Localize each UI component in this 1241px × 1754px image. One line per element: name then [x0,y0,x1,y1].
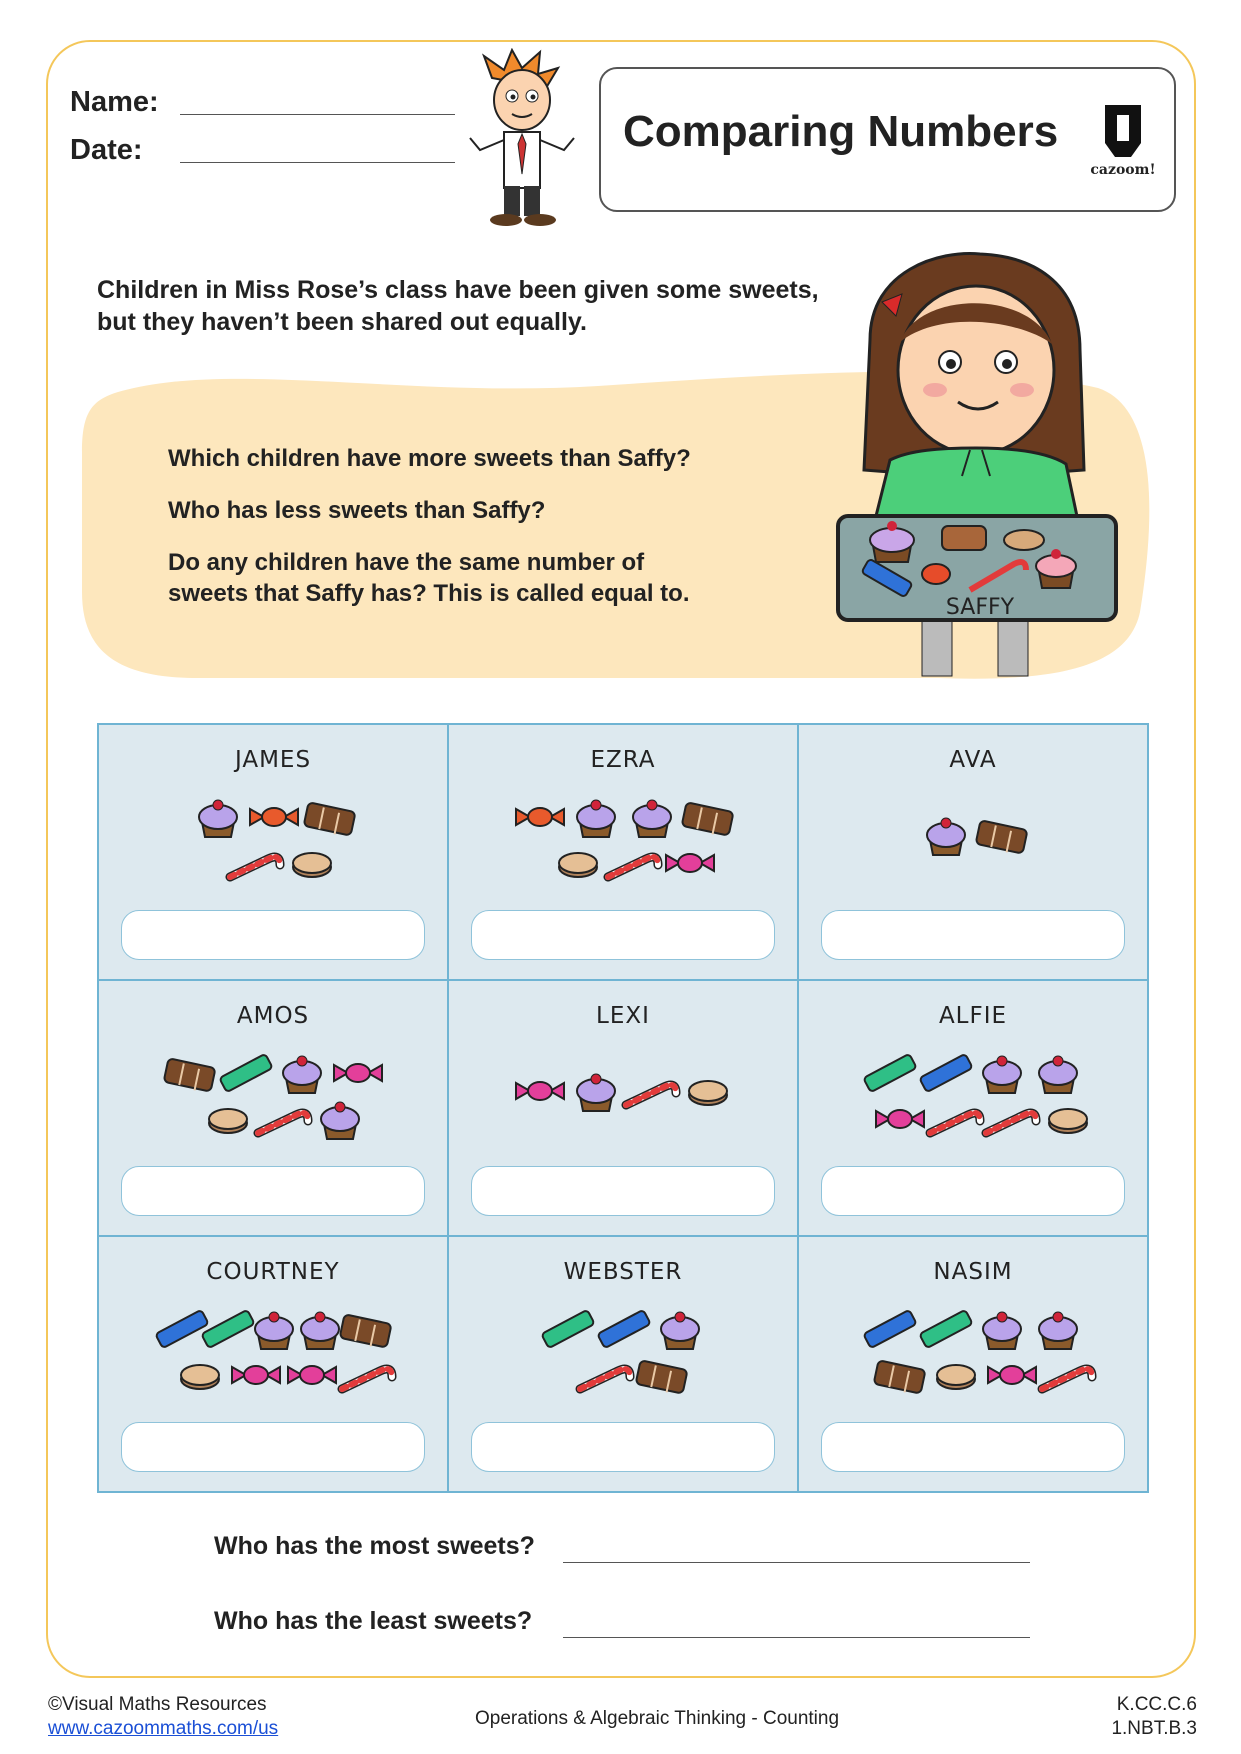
candy-cane-icon [342,1369,392,1389]
child-name: LEXI [596,1003,650,1029]
answer-box[interactable] [121,1166,425,1216]
wrapped-green-icon [219,1054,272,1093]
child-cell-nasim [797,1235,1149,1493]
biscuit-icon [1049,1109,1087,1133]
child-name: AMOS [236,1003,310,1029]
saffy-illustration [830,250,1130,680]
name-label: Name: [70,86,159,118]
sweets-group [139,1041,409,1151]
cupcake-icon [283,1056,321,1093]
saffy-name: SAFFY [945,595,1015,620]
chocolate-icon [682,802,734,835]
candy-cane-icon [230,857,280,877]
wrapped-green-icon [863,1054,916,1093]
biscuit-icon [689,1081,727,1105]
most-sweets-answer-line[interactable] [563,1562,1030,1563]
biscuit-icon [559,853,597,877]
footer-code-2: 1.NBT.B.3 [1111,1718,1197,1739]
child-cell-lexi [447,979,799,1237]
most-sweets-question: Who has the most sweets? [214,1532,535,1560]
intro-line-2: but they haven’t been shared out equally. [97,308,587,336]
sweets-group [139,785,409,895]
child-name: ALFIE [938,1003,1008,1029]
question-less: Who has less sweets than Saffy? [168,497,546,524]
cupcake-icon [661,1312,699,1349]
footer-link-wrap [48,1718,278,1740]
candy-cane-icon [930,1113,980,1133]
child-name: AVA [949,747,997,773]
child-name: EZRA [590,747,656,773]
candy-cane-icon [258,1113,308,1133]
child-name: COURTNEY [206,1259,340,1285]
children-grid [97,723,1147,1493]
wrapped-blue-icon [597,1310,650,1349]
wrapped-pink-icon [876,1110,924,1128]
logo-text: cazoom! [1090,162,1156,178]
child-cell-webster [447,1235,799,1493]
footer-copyright: ©Visual Maths Resources [48,1694,267,1715]
footer-url-link[interactable]: www.cazoommaths.com/us [48,1718,279,1739]
candy-cane-icon [580,1369,630,1389]
title-box [599,67,1176,212]
candy-cane-icon [608,857,658,877]
least-sweets-answer-line[interactable] [563,1637,1030,1638]
cupcake-icon [1039,1056,1077,1093]
date-line[interactable] [180,162,455,163]
chocolate-icon [304,802,356,835]
question-equal-line-1: Do any children have the same number of [168,549,645,576]
wrapped-pink-icon [334,1064,382,1082]
sweets-group [839,1041,1109,1151]
child-name: JAMES [234,747,312,773]
footer-topic: Operations & Algebraic Thinking - Counting [475,1708,840,1729]
biscuit-icon [181,1365,219,1389]
answer-box[interactable] [471,910,775,960]
wrapped-red-icon [250,808,298,826]
cupcake-icon [1039,1312,1077,1349]
child-name: WEBSTER [563,1259,683,1285]
answer-box[interactable] [471,1422,775,1472]
biscuit-icon [293,853,331,877]
child-cell-ava [797,723,1149,981]
question-equal [168,547,689,609]
sweets-group [139,1297,409,1407]
sweets-group [839,785,1109,895]
sweets-group [839,1297,1109,1407]
wrapped-pink-icon [288,1366,336,1384]
page-title: Comparing Numbers [623,107,1059,156]
wrapped-green-icon [201,1310,254,1349]
answer-box[interactable] [121,910,425,960]
intro-line-1: Children in Miss Rose’s class have been given some sweets, [97,276,819,304]
wrapped-pink-icon [232,1366,280,1384]
least-sweets-question: Who has the least sweets? [214,1607,533,1635]
child-cell-james [97,723,449,981]
biscuit-icon [209,1109,247,1133]
child-cell-alfie [797,979,1149,1237]
chocolate-icon [340,1314,392,1347]
footer-code-1: K.CC.C.6 [1116,1694,1197,1715]
question-more: Which children have more sweets than Saffy? [168,445,691,472]
wrapped-green-icon [541,1310,594,1349]
child-name: NASIM [933,1259,1013,1285]
sweets-group [489,785,759,895]
cupcake-icon [577,1074,615,1111]
teacher-illustration [462,48,582,228]
answer-box[interactable] [471,1166,775,1216]
answer-box[interactable] [821,1422,1125,1472]
chocolate-icon [164,1058,216,1091]
cupcake-icon [983,1312,1021,1349]
child-cell-ezra [447,723,799,981]
chocolate-icon [636,1360,688,1393]
cupcake-icon [927,818,965,855]
wrapped-blue-icon [155,1310,208,1349]
cazoom-logo [1086,103,1160,179]
candy-cane-icon [1042,1369,1092,1389]
cupcake-icon [199,800,237,837]
question-equal-line-2: sweets that Saffy has? This is called equal to. [168,580,690,607]
intro-text [97,274,857,338]
sweets-group [489,1297,759,1407]
biscuit-icon [937,1365,975,1389]
sweets-group [489,1041,759,1151]
wrapped-pink-icon [516,1082,564,1100]
wrapped-blue-icon [863,1310,916,1349]
name-line[interactable] [180,114,455,115]
candy-cane-icon [986,1113,1036,1133]
cupcake-icon [255,1312,293,1349]
cupcake-icon [983,1056,1021,1093]
date-label: Date: [70,134,143,166]
wrapped-blue-icon [919,1054,972,1093]
cupcake-icon [633,800,671,837]
child-cell-courtney [97,1235,449,1493]
cupcake-icon [301,1312,339,1349]
cupcake-icon [577,800,615,837]
wrapped-pink-icon [988,1366,1036,1384]
answer-box[interactable] [821,1166,1125,1216]
chocolate-icon [976,820,1028,853]
chocolate-icon [874,1360,926,1393]
candy-cane-icon [626,1085,676,1105]
answer-box[interactable] [121,1422,425,1472]
cupcake-icon [321,1102,359,1139]
child-cell-amos [97,979,449,1237]
answer-box[interactable] [821,910,1125,960]
wrapped-green-icon [919,1310,972,1349]
wrapped-pink-icon [666,854,714,872]
wrapped-red-icon [516,808,564,826]
cazoom-logo-icon [1101,103,1145,159]
